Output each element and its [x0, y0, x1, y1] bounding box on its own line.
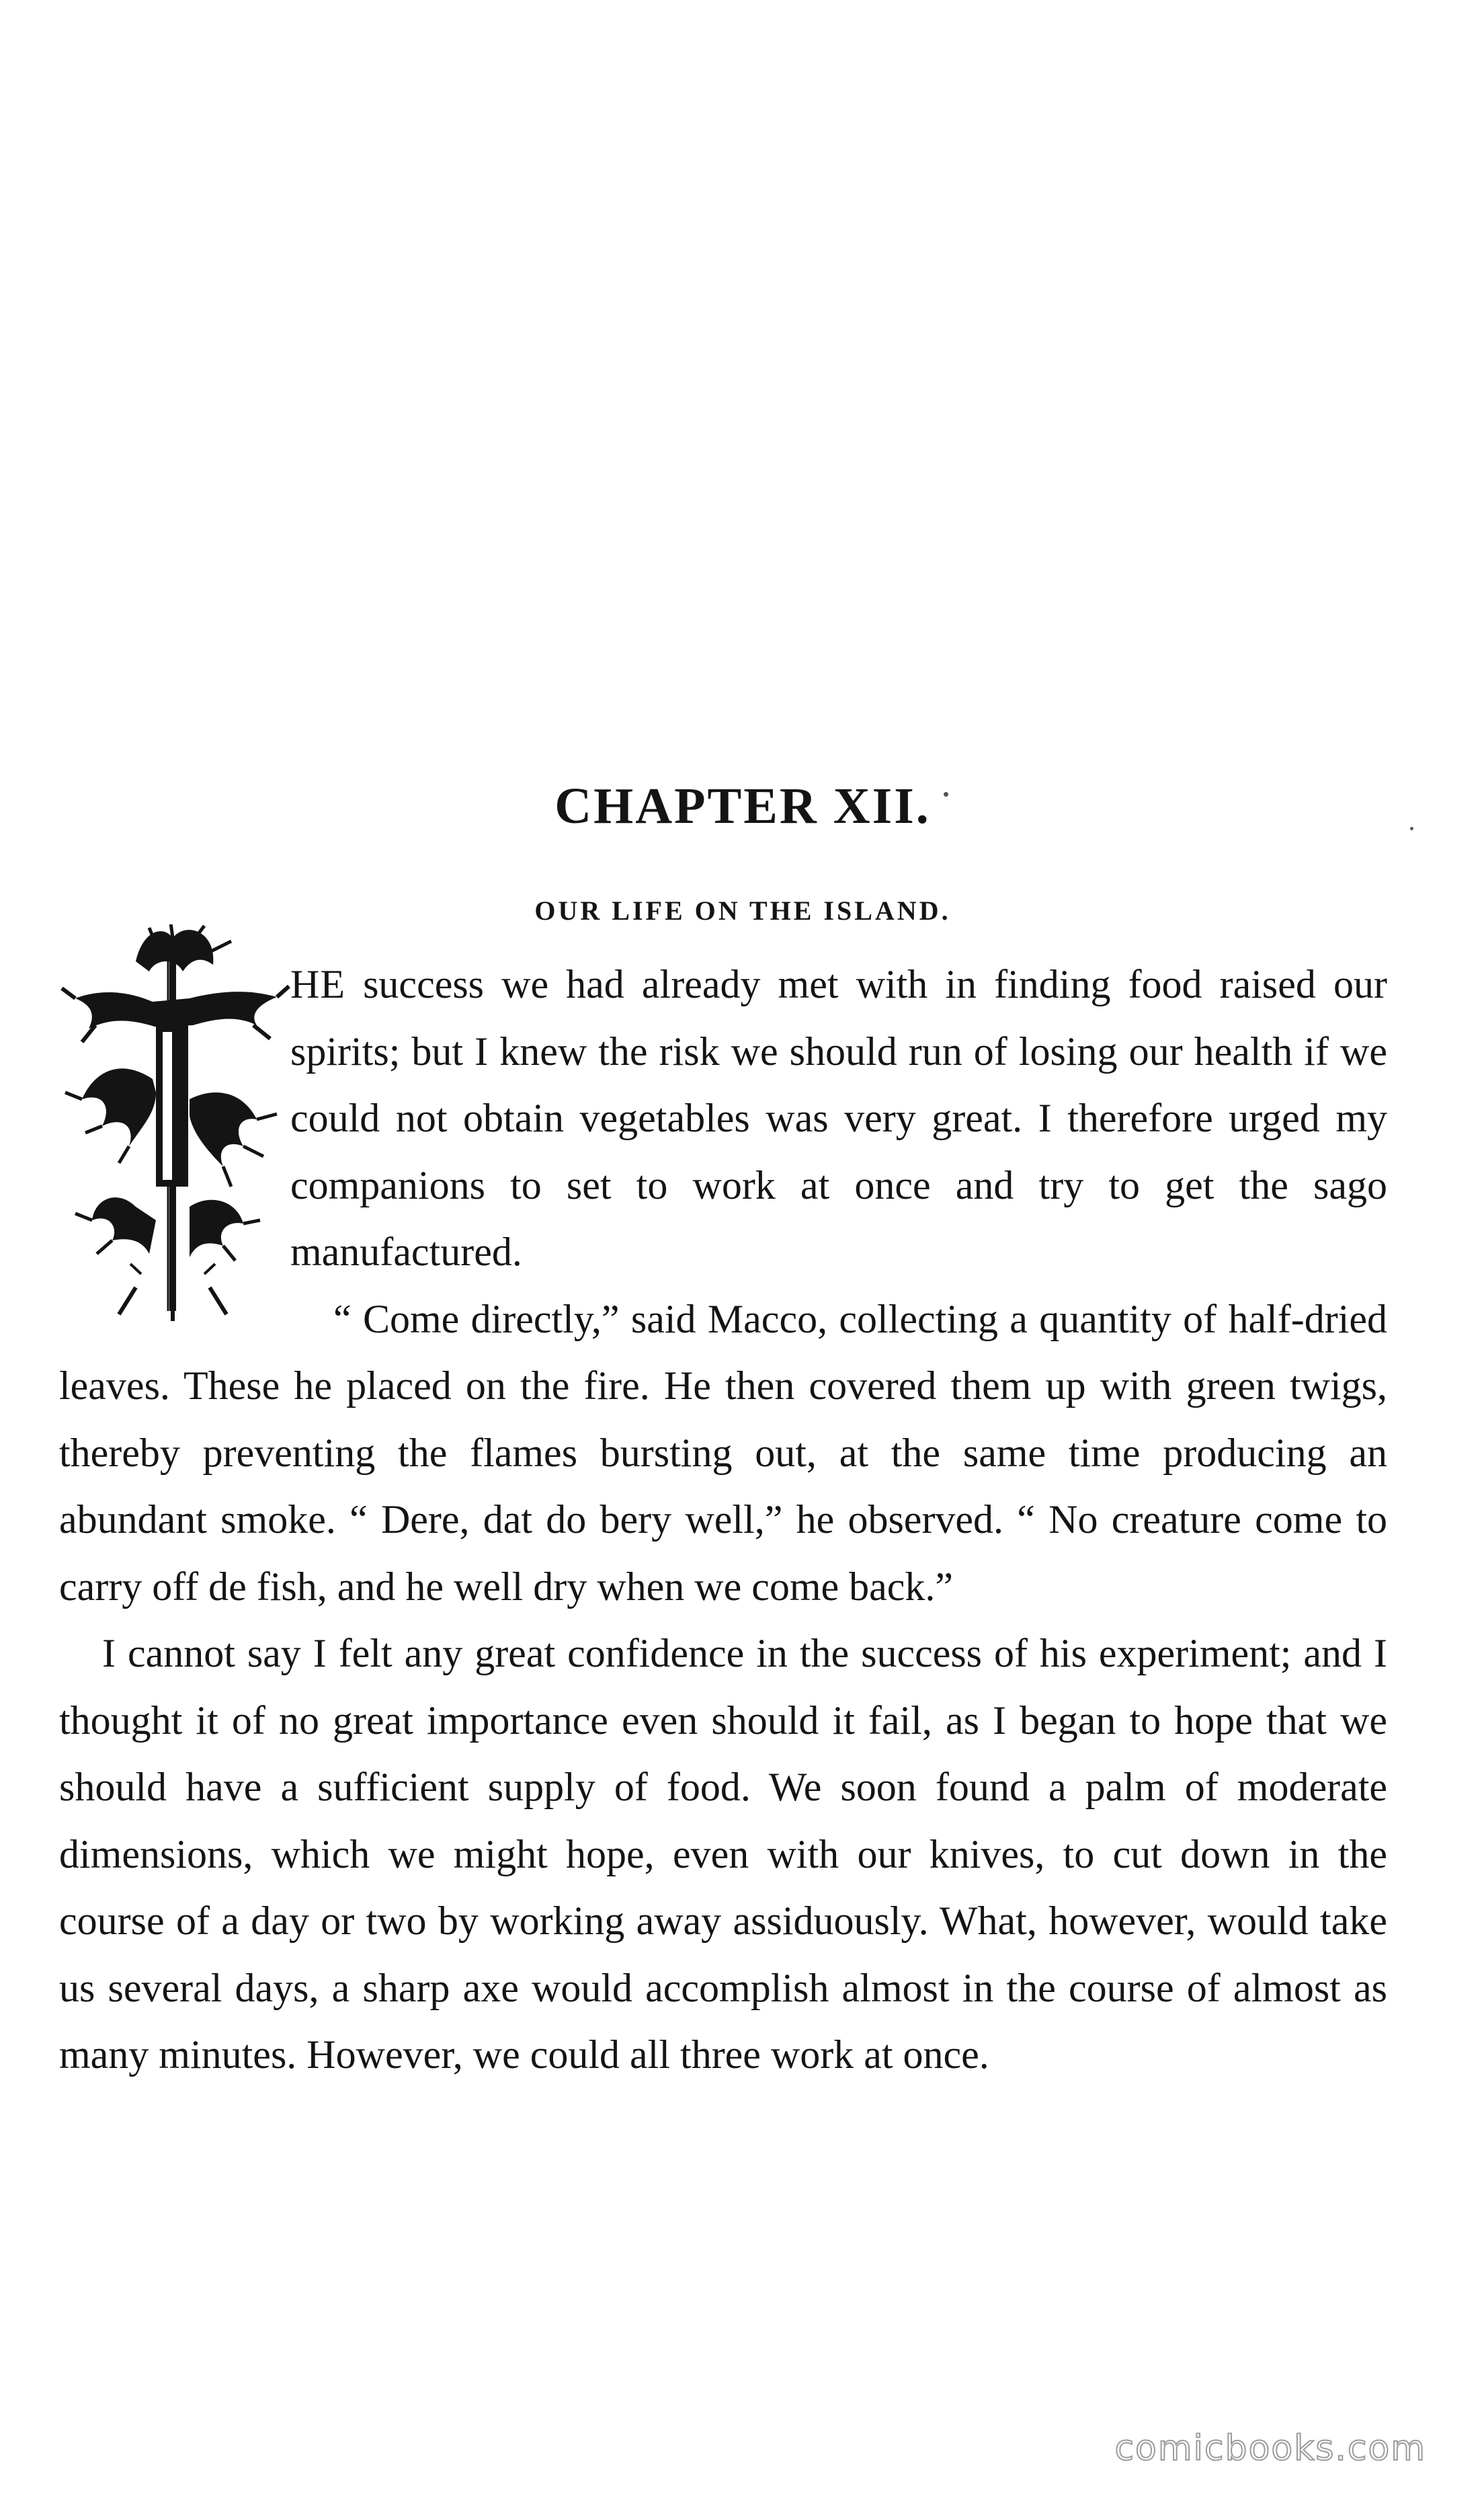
- chapter-subtitle: OUR LIFE ON THE ISLAND.: [534, 895, 951, 926]
- print-speck: [944, 792, 948, 797]
- watermark-logo: comicbooks.com: [1114, 2428, 1426, 2469]
- chapter-title: CHAPTER XII.: [554, 777, 931, 834]
- print-speck: [1410, 827, 1413, 830]
- dropcap-continuation: HE: [290, 962, 345, 1006]
- chapter-body: [59, 951, 1387, 2089]
- ornamental-initial-icon: [55, 924, 290, 1321]
- paragraph-3: I cannot say I felt any great confidence in the success of his experiment; and I thought it of no great importance even should it fail, as I began to hope that we should have a sufficient supply of food. We soon found a palm of moderate dimensions, which we might hope, even with our knives, to cut down in the course of a day or two by working away assiduously. What, however, would take us several days, a sharp axe would accomplish almost in the course of almost as many minutes. However, we could all three work at once.: [59, 1631, 1387, 2077]
- paragraph-1-text: success we had already met with in finding food raised our spirits; but I knew the risk we should run of losing our health if we could not obtain vegetables was very great. I therefore urged my companions to set to work at once and try to get the sago manufactured.: [290, 962, 1387, 1274]
- paragraph-2: “ Come directly,” said Macco, collecting a quantity of half-dried leaves. These he placed on the fire. He then covered them up with green twigs, thereby preventing the flames bursting out, at the same time producing an abundant smoke. “ Dere, dat do bery well,” he observed. “ No creature come to carry off de fish, and he well dry when we come back.”: [59, 1296, 1387, 1609]
